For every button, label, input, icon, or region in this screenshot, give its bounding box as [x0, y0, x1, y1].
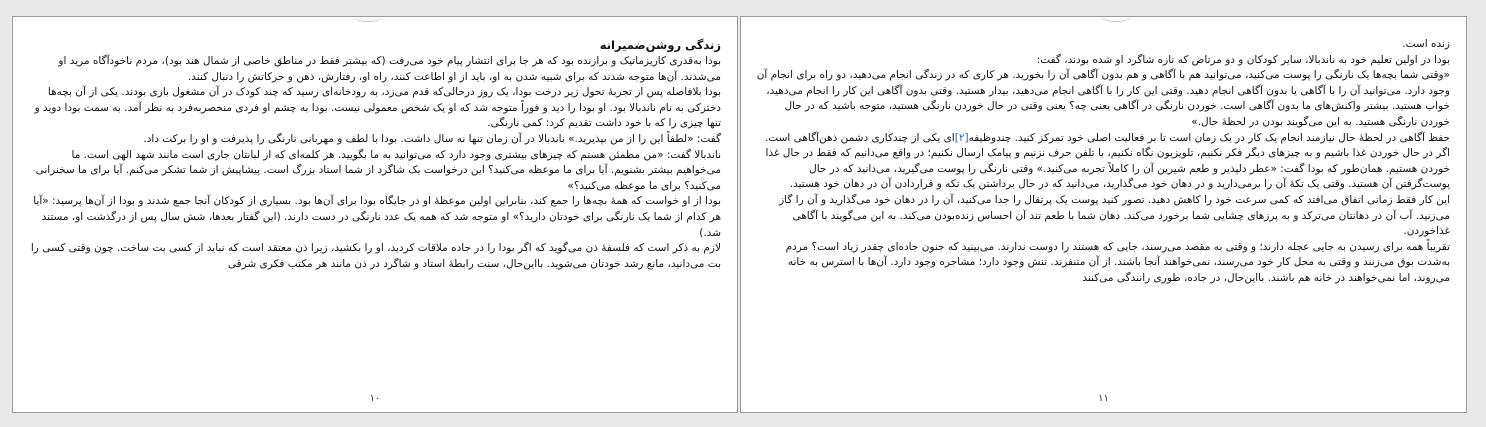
- paragraph: بودا بلافاصله پس از تجربهٔ تحول زیر درخت بودا، یک روز درحالی‌که قدم می‌زد، به رودخانه‌ای رسید که چند کودک در آن مشغول بازی بودند. یکی از آن بچه‌ها دخترکی به نام ناندبالا بود. او بودا را دید و فوراً متوجه شد که او یک شخص معمولی نیست. بودا به چشم او فردی منحصربه‌فرد به نظر آمد. به سمت بودا دوید و تنها چیزی را که با خود داشت تقدیم کرد: کمی نارنگی.: [34, 86, 721, 130]
- paragraph: بودا به‌قدری کاریزماتیک و برازنده بود که هر جا برای انتشار پیام خود می‌رفت (که بیشتر فقط در مناطق خاصی از شمال هند بود)، مردم ناخودآگاه مرید او می‌شدند. آن‌ها متوجه شدند که برای شبیه شدن به او، باید از او اطاعت کنند، راه او، رفتارش، ذهن و حرکاتش را دنبال کنند.: [58, 55, 721, 83]
- page-number: ۱۰: [369, 393, 381, 404]
- paragraph: بودا در اولین تعلیم خود به ناندبالا، سایر کودکان و دو مرتاض که تازه شاگرد او شده بودند، گفت:: [1036, 53, 1450, 66]
- page-right-content: [755, 37, 1450, 287]
- paragraph: ناندبالا گفت: «من مطمئن هستم که چیزهای بیشتری وجود دارد که می‌توانید به ما بگویید. هر کلمه‌ای که از لبانتان جاری است مانند شهد الهی است. ما می‌خواهیم بیشتر بشنویم. آیا برای ما موعظه می‌کنید؟ این درخواست یک شاگرد از شما استاد بزرگ است. پیشاپیش از شما تشکر می‌کنم. آیا برای ما سخنرانی می‌کنید؟ برای ما موعظه می‌کنید؟»: [35, 148, 721, 192]
- paragraph: تقریباً همه برای رسیدن به جایی عجله دارند؛ و وقتی به مقصد می‌رسند، جایی که هستند را دوست ندارند. می‌بینید که جنون جاده‌ای چقدر زیاد است؟ مردم به‌شدت بوق می‌زنند و وقتی به محل کار خود می‌رسند، نمی‌خواهند آنجا باشند. از آن متنفرند. تنش وجود دارد؛ مشاجره وجود دارد. آن‌ها با استرس به خانه می‌روند، اما نمی‌خواهند در خانه هم باشند. بااین‌حال، در جاده، طوری رانندگی می‌کنند: [785, 240, 1450, 284]
- page-left-content: [27, 37, 721, 272]
- paragraph: گفت: «لطفاً این را از من بپذیرید.» ناندبالا در آن زمان تنها نه سال داشت. بودا با لطف و مهربانی نارنگی را پذیرفت و او را برکت داد.: [143, 132, 721, 145]
- paragraph: بودا از او خواست که همهٔ بچه‌ها را جمع کند، بنابراین اولین موعظهٔ او در جایگاه بودا برای آن‌ها بود. بسیاری از کودکان آنجا جمع شدند و بودا از آن‌ها پرسید: «آیا هر کدام از شما یک نارنگی برای خودتان دارید؟» او متوجه شد که همه یک عدد نارنگی در دست دارند. (این گفتار بعدها، شش سال پس از درگذشت او، مستند شد.): [33, 195, 721, 239]
- page-right: [740, 16, 1467, 413]
- paragraph: زنده است.: [1402, 38, 1450, 50]
- paragraph-with-footnote: [755, 131, 1450, 193]
- page-number: ۱۱: [1098, 393, 1109, 404]
- paragraph-part: ای یکی از چندکاری دشمن ذهن‌آگاهی است. اگر در حال خوردن غذا باشیم و به چیزهای دیگر فکر نکنیم، تلویزیون نگاه نکنیم، با تلفن حرف نزنیم و پیامک ارسال نکنیم؛ در واقع می‌دانیم که فقط در حال غذا خوردن هستیم. همان‌طور که بودا گفت: «عطر دلپذیر و طعم شیرین آن را کاملاً تجربه می‌کنید.» وقتی نارنگی را پوست می‌گیرید، می‌دانید که در حال پوست‌گرفتن آن هستید. وقتی یک تکهٔ آن را برمی‌دارید و در دهان خود می‌گذارید، می‌دانید که در حال برداشتن یک تکه و قراردادن آن در دهان خود هستید.: [764, 131, 1450, 191]
- paragraph: لازم به ذکر است که فلسفهٔ ذن می‌گوید که اگر بودا را در جاده ملاقات کردید، او را بکشید، زیرا ذن معتقد است که نباید از کسی بت ساخت. چون وقتی کسی را بت می‌دانید، مانع رشد خودتان می‌شوید. بااین‌حال، سنت رابطهٔ استاد و شاگرد در ذن مانند هر مکتب فکری شرقی: [30, 242, 721, 270]
- paragraph: این کار فقط زمانی اتفاق می‌افتد که کمی سرعت خود را کاهش دهید. تصور کنید پوست یک پرتقال را جدا می‌کنید، آن را در دهان خود می‌گذارید و آن را گاز می‌زنید. آب آن در دهانتان می‌ترکد و به پرزهای چشایی شما برخورد می‌کند. دهان شما با طعم تند آن احساس زنده‌بودن می‌کند. به این می‌گویند با آگاهی غذاخوردن.: [779, 193, 1450, 238]
- page-curl-decoration: [1101, 16, 1131, 22]
- section-title: زندگی روشن‌ضمیرانه: [599, 38, 721, 52]
- paragraph: «وقتی شما بچه‌ها یک نارنگی را پوست می‌کنید، می‌توانید هم با آگاهی و هم بدون آگاهی آن را بخورید. هر کاری که در زندگی انجام می‌دهید، دو راه برای انجام آن وجود دارد. می‌توانید آن را با آگاهی یا بدون آگاهی انجام دهید. وقتی این کار را با آگاهی انجام می‌دهید، بیدار هستید. وقتی بدون آگاهی این کار را انجام می‌دهید، خواب هستید. بیشتر واکنش‌های ما بدون آگاهی است. خوردن نارنگی در آگاهی یعنی چه؟ یعنی وقتی در حال خوردن نارنگی هستید، متوجه باشید که در حال خوردن نارنگی هستید. به این می‌گویند بودن در لحظهٔ حال.»: [756, 69, 1450, 128]
- page-left: [12, 16, 738, 413]
- footnote-reference-link[interactable]: [۲]: [954, 131, 969, 144]
- page-curl-decoration: [353, 16, 383, 22]
- paragraph-part: حفظ آگاهی در لحظهٔ حال نیازمند انجام یک کار در یک زمان است تا بر فعالیت اصلی خود تمرکز کنید. چندوظیفه‌: [968, 131, 1450, 144]
